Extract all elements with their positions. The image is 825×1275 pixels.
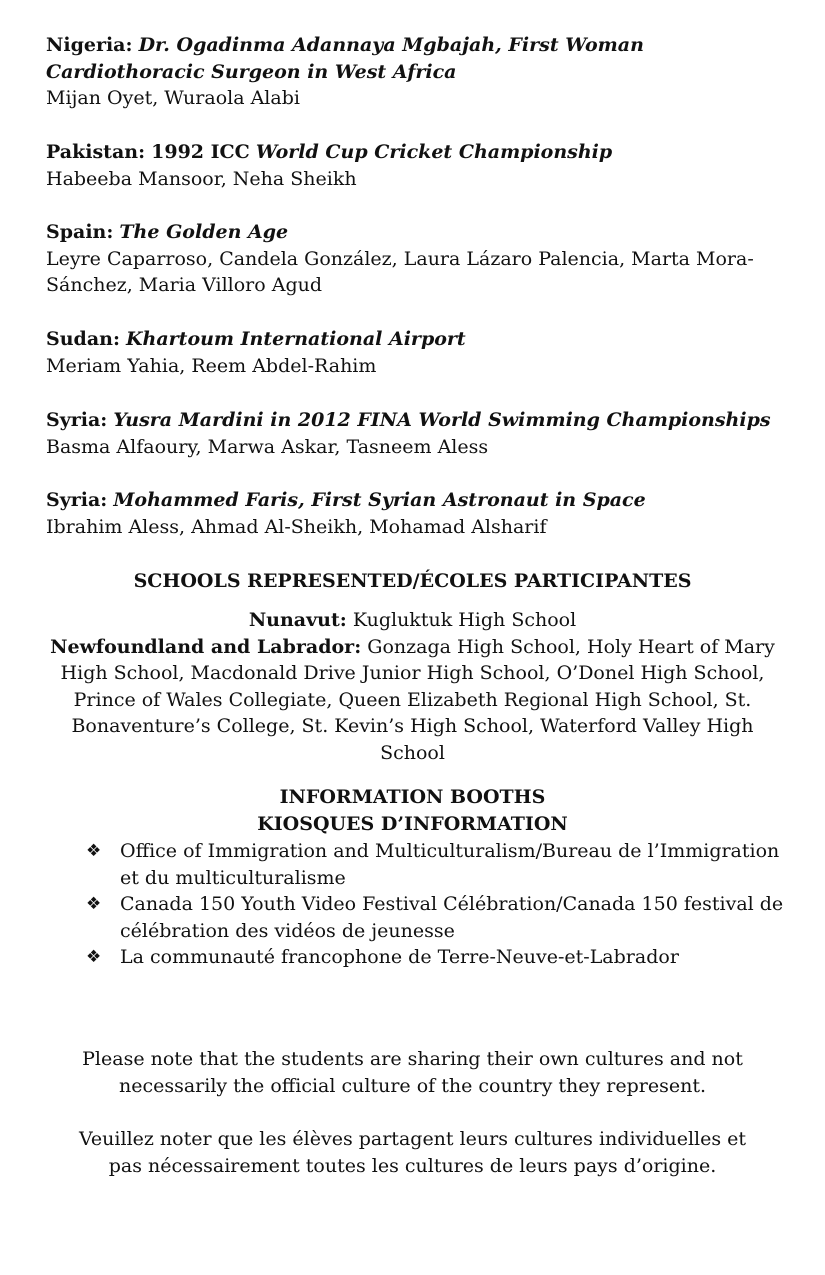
entry-country: Sudan: (46, 328, 120, 350)
entry-names: Basma Alfaoury, Marwa Askar, Tasneem Aless (46, 435, 489, 458)
diamond-bullet-icon: ❖ (86, 841, 102, 861)
note-french: Veuillez noter que les élèves partagent leurs cultures individuelles et pas nécessairement toutes les cultures de leurs pays d’origine. (78, 1128, 747, 1177)
booth-label: Canada 150 Youth Video Festival Célébration/Canada 150 festival de célébration des vidéos de jeunesse (120, 893, 784, 942)
entry-title: The Golden Age (119, 221, 289, 243)
entry-title: Dr. Ogadinma Adannaya Mgbajah, First Woman Cardiothoracic Surgeon in West Africa (46, 34, 644, 83)
booths-heading-en: INFORMATION BOOTHS (279, 786, 546, 808)
schools-list (40, 607, 785, 766)
entry-names: Ibrahim Aless, Ahmad Al-Sheikh, Mohamad Alsharif (46, 515, 547, 538)
list-item (86, 944, 801, 971)
note-english: Please note that the students are sharing their own cultures and not necessarily the official culture of the country they represent. (82, 1048, 743, 1097)
schools-heading: SCHOOLS REPRESENTED/ÉCOLES PARTICIPANTES (133, 570, 692, 592)
booth-label: La communauté francophone de Terre-Neuve-et-Labrador (120, 946, 679, 968)
province-label: Newfoundland and Labrador: (50, 635, 362, 658)
province-label: Nunavut: (248, 609, 347, 631)
country-entry-sudan (46, 326, 806, 379)
entry-country: Syria: (46, 409, 108, 431)
booths-list (86, 838, 801, 971)
entry-names: Mijan Oyet, Wuraola Alabi (46, 87, 300, 109)
booth-label: Office of Immigration and Multiculturalism/Bureau de l’Immigration et du multiculturalisme (120, 840, 780, 889)
list-item (86, 891, 801, 944)
booths-heading (40, 784, 785, 837)
entry-country: Syria: (46, 489, 108, 511)
country-entry-syria-swimming (46, 407, 806, 460)
province-schools: Kugluktuk High School (352, 609, 577, 631)
entry-title-prefix: 1992 ICC (151, 141, 250, 163)
entry-names: Meriam Yahia, Reem Abdel-Rahim (46, 354, 377, 377)
entry-title: Mohammed Faris, First Syrian Astronaut in Space (113, 489, 646, 511)
country-entry-pakistan (46, 139, 806, 192)
entry-title: Yusra Mardini in 2012 FINA World Swimming Championships (113, 409, 771, 431)
list-item (86, 838, 801, 891)
country-entry-syria-astronaut (46, 487, 806, 540)
entry-country: Spain: (46, 221, 114, 243)
country-entry-nigeria (46, 32, 806, 112)
country-entry-spain (46, 219, 806, 299)
entry-country: Pakistan: (46, 141, 146, 163)
entry-names: Habeeba Mansoor, Neha Sheikh (46, 167, 357, 190)
entry-title: Khartoum International Airport (126, 328, 466, 350)
schools-newfoundland (40, 634, 785, 767)
entry-country: Nigeria: (46, 34, 133, 56)
diamond-bullet-icon: ❖ (86, 947, 102, 967)
diamond-bullet-icon: ❖ (86, 894, 102, 914)
province-schools: Gonzaga High School, Holy Heart of Mary High School, Macdonald Drive Junior High School, O’Donel High School, Prince of Wales Collegiate, Queen Elizabeth Regional High School, St. Bonaventure’s College, St. Kevin’s High School, Waterford Valley High School (60, 635, 775, 764)
schools-nunavut (40, 607, 785, 634)
entry-title: World Cup Cricket Championship (255, 141, 613, 163)
booths-heading-fr: KIOSQUES D’INFORMATION (257, 812, 568, 835)
entry-names: Leyre Caparroso, Candela González, Laura Lázaro Palencia, Marta Mora-Sánchez, Maria Villoro Agud (46, 247, 754, 296)
